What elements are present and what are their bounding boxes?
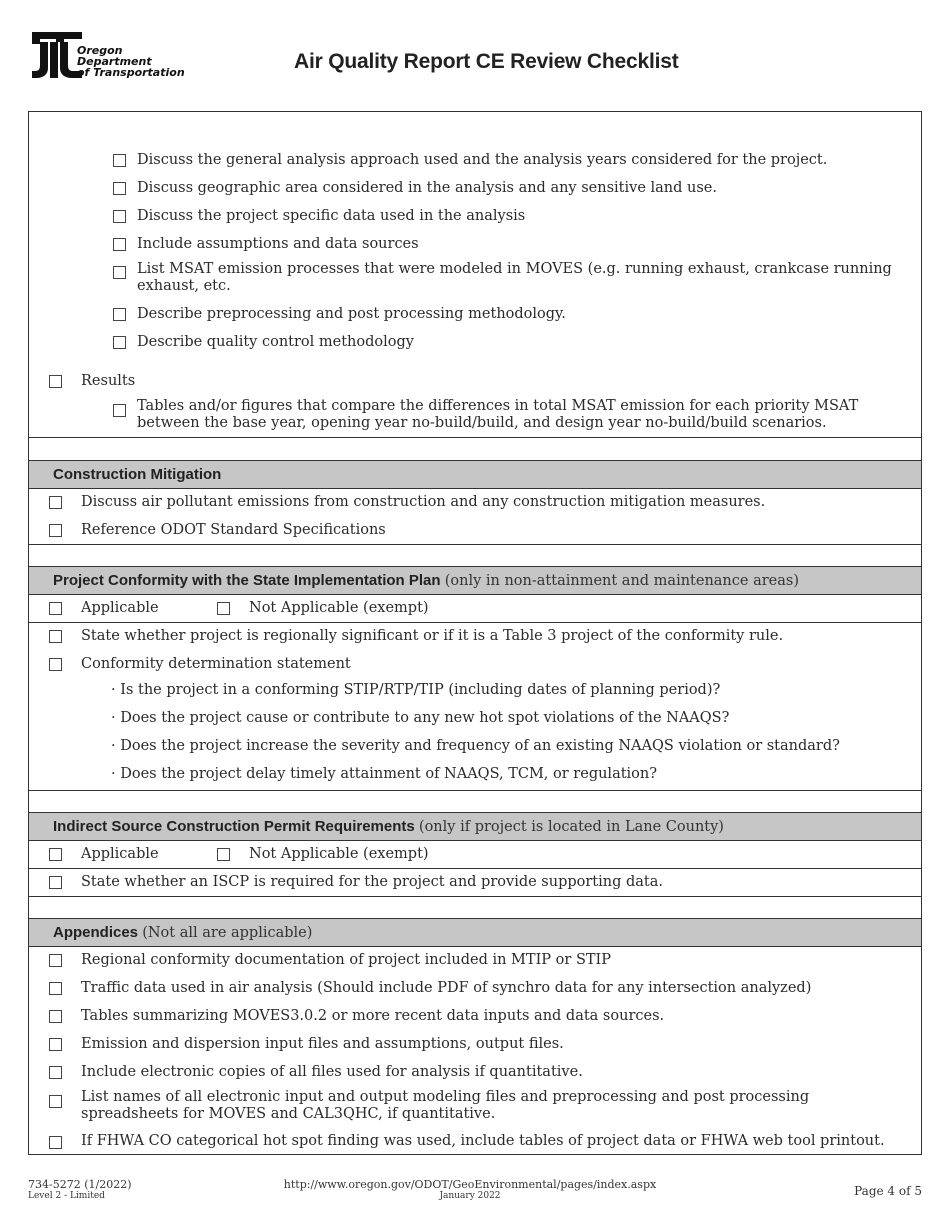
list-item <box>29 261 921 297</box>
divider <box>29 868 921 869</box>
bullet-item <box>29 710 921 728</box>
list-item <box>29 152 921 170</box>
checkbox[interactable] <box>113 182 126 195</box>
option-label: Applicable <box>81 846 159 862</box>
section-header-iscp <box>29 812 921 841</box>
applicable-checkbox[interactable] <box>49 602 62 615</box>
checkbox[interactable] <box>49 658 62 671</box>
section-title: Appendices <box>53 924 139 941</box>
results-item <box>29 373 921 391</box>
checkbox[interactable] <box>113 154 126 167</box>
footer-center <box>260 1178 680 1201</box>
section-header-conformity <box>29 566 921 595</box>
list-item <box>29 306 921 324</box>
list-item <box>29 952 921 970</box>
item-text: Discuss the general analysis approach used and the analysis years considered for the project. <box>137 152 828 168</box>
list-item <box>29 236 921 254</box>
divider <box>29 437 921 438</box>
list-item <box>29 1036 921 1054</box>
section-title: Project Conformity with the State Implementation Plan <box>53 572 441 589</box>
bullet-text: · Does the project increase the severity and frequency of an existing NAAQS violation or standard? <box>111 738 840 754</box>
checkbox[interactable] <box>113 266 126 279</box>
checkbox[interactable] <box>113 336 126 349</box>
bullet-item <box>29 682 921 700</box>
item-text: Reference ODOT Standard Specifications <box>81 522 386 538</box>
checkbox[interactable] <box>49 982 62 995</box>
checkbox[interactable] <box>49 496 62 509</box>
list-item <box>29 874 921 892</box>
bullet-text: · Does the project delay timely attainment of NAAQS, TCM, or regulation? <box>111 766 658 782</box>
odot-logo <box>30 30 200 82</box>
section-subtitle: (only if project is located in Lane County) <box>418 819 724 835</box>
checkbox[interactable] <box>49 524 62 537</box>
checkbox[interactable] <box>49 1038 62 1051</box>
list-item <box>29 494 921 512</box>
item-text: State whether project is regionally significant or if it is a Table 3 project of the conformity rule. <box>81 628 784 644</box>
item-text: Discuss air pollutant emissions from construction and any construction mitigation measures. <box>81 494 766 510</box>
logo-line: Department <box>77 55 152 68</box>
item-text: Conformity determination statement <box>81 656 351 672</box>
option-label: Not Applicable (exempt) <box>249 846 429 862</box>
item-text: Results <box>81 373 136 389</box>
logo-line: Oregon <box>77 44 123 57</box>
applicability-row <box>29 600 921 618</box>
divider <box>29 896 921 897</box>
checkbox[interactable] <box>49 954 62 967</box>
item-text: Include assumptions and data sources <box>137 236 419 252</box>
item-text: Describe preprocessing and post processing methodology. <box>137 306 566 322</box>
checkbox[interactable] <box>49 630 62 643</box>
level-label: Level 2 - Limited <box>28 1191 105 1201</box>
list-item <box>29 1064 921 1082</box>
section-title: Construction Mitigation <box>53 466 222 483</box>
checkbox[interactable] <box>49 1095 62 1108</box>
list-item <box>29 180 921 198</box>
list-item <box>29 1089 921 1125</box>
divider <box>29 622 921 623</box>
checkbox[interactable] <box>113 210 126 223</box>
divider <box>29 544 921 545</box>
checkbox[interactable] <box>113 308 126 321</box>
item-text: Include electronic copies of all files used for analysis if quantitative. <box>81 1064 583 1080</box>
checklist-form <box>28 111 922 1155</box>
item-text: State whether an ISCP is required for the project and provide supporting data. <box>81 874 664 890</box>
logo-line: of Transportation <box>77 66 185 79</box>
list-item <box>29 1133 921 1151</box>
item-text: If FHWA CO categorical hot spot finding was used, include tables of project data or FHWA web tool printout. <box>81 1133 885 1149</box>
item-text: Describe quality control methodology <box>137 334 414 350</box>
checkbox[interactable] <box>49 1010 62 1023</box>
checkbox[interactable] <box>49 1066 62 1079</box>
checkbox[interactable] <box>113 404 126 417</box>
item-text: Regional conformity documentation of project included in MTIP or STIP <box>81 952 612 968</box>
checkbox[interactable] <box>49 1136 62 1149</box>
item-text: Emission and dispersion input files and assumptions, output files. <box>81 1036 564 1052</box>
item-text: Tables summarizing MOVES3.0.2 or more recent data inputs and data sources. <box>81 1008 665 1024</box>
logo-text <box>77 45 185 78</box>
section-header-construction <box>29 460 921 489</box>
section-header-appendices <box>29 918 921 947</box>
page-number: Page 4 of 5 <box>854 1184 922 1198</box>
divider <box>29 790 921 791</box>
section-title: Indirect Source Construction Permit Requirements <box>53 818 415 835</box>
footer-date: January 2022 <box>439 1191 501 1201</box>
bullet-item <box>29 766 921 784</box>
item-text: Discuss geographic area considered in the analysis and any sensitive land use. <box>137 180 717 196</box>
option-label: Applicable <box>81 600 159 616</box>
footer-left <box>28 1178 132 1201</box>
list-item <box>29 398 921 434</box>
page-title: Air Quality Report CE Review Checklist <box>294 50 679 73</box>
not-applicable-checkbox[interactable] <box>217 602 230 615</box>
checkbox[interactable] <box>49 375 62 388</box>
list-item <box>29 208 921 226</box>
applicable-checkbox[interactable] <box>49 848 62 861</box>
applicability-row <box>29 846 921 864</box>
section-subtitle: (only in non-attainment and maintenance areas) <box>444 573 799 589</box>
footer-url[interactable]: http://www.oregon.gov/ODOT/GeoEnvironmental/pages/index.aspx <box>283 1178 657 1191</box>
form-number: 734-5272 (1/2022) <box>28 1178 132 1191</box>
not-applicable-checkbox[interactable] <box>217 848 230 861</box>
list-item <box>29 522 921 540</box>
section-subtitle: (Not all are applicable) <box>142 925 313 941</box>
item-text: Tables and/or figures that compare the differences in total MSAT emission for each priority MSAT between the base year, opening year no-build/build, and design year no-build/build scenarios. <box>137 398 859 431</box>
bullet-text: · Does the project cause or contribute to any new hot spot violations of the NAAQS? <box>111 710 730 726</box>
list-item <box>29 334 921 352</box>
checkbox[interactable] <box>49 876 62 889</box>
item-text: Traffic data used in air analysis (Should include PDF of synchro data for any intersection analyzed) <box>81 980 812 996</box>
item-text: List names of all electronic input and output modeling files and preprocessing and post processing spreadsheets for MOVES and CAL3QHC, if quantitative. <box>81 1089 810 1122</box>
bullet-item <box>29 738 921 756</box>
item-text: Discuss the project specific data used in the analysis <box>137 208 526 224</box>
option-label: Not Applicable (exempt) <box>249 600 429 616</box>
list-item <box>29 628 921 646</box>
checkbox[interactable] <box>113 238 126 251</box>
list-item <box>29 656 921 674</box>
list-item <box>29 980 921 998</box>
bullet-text: · Is the project in a conforming STIP/RTP/TIP (including dates of planning period)? <box>111 682 721 698</box>
item-text: List MSAT emission processes that were modeled in MOVES (e.g. running exhaust, crankcase running exhaust, etc. <box>137 261 892 294</box>
page-header <box>0 0 950 100</box>
list-item <box>29 1008 921 1026</box>
